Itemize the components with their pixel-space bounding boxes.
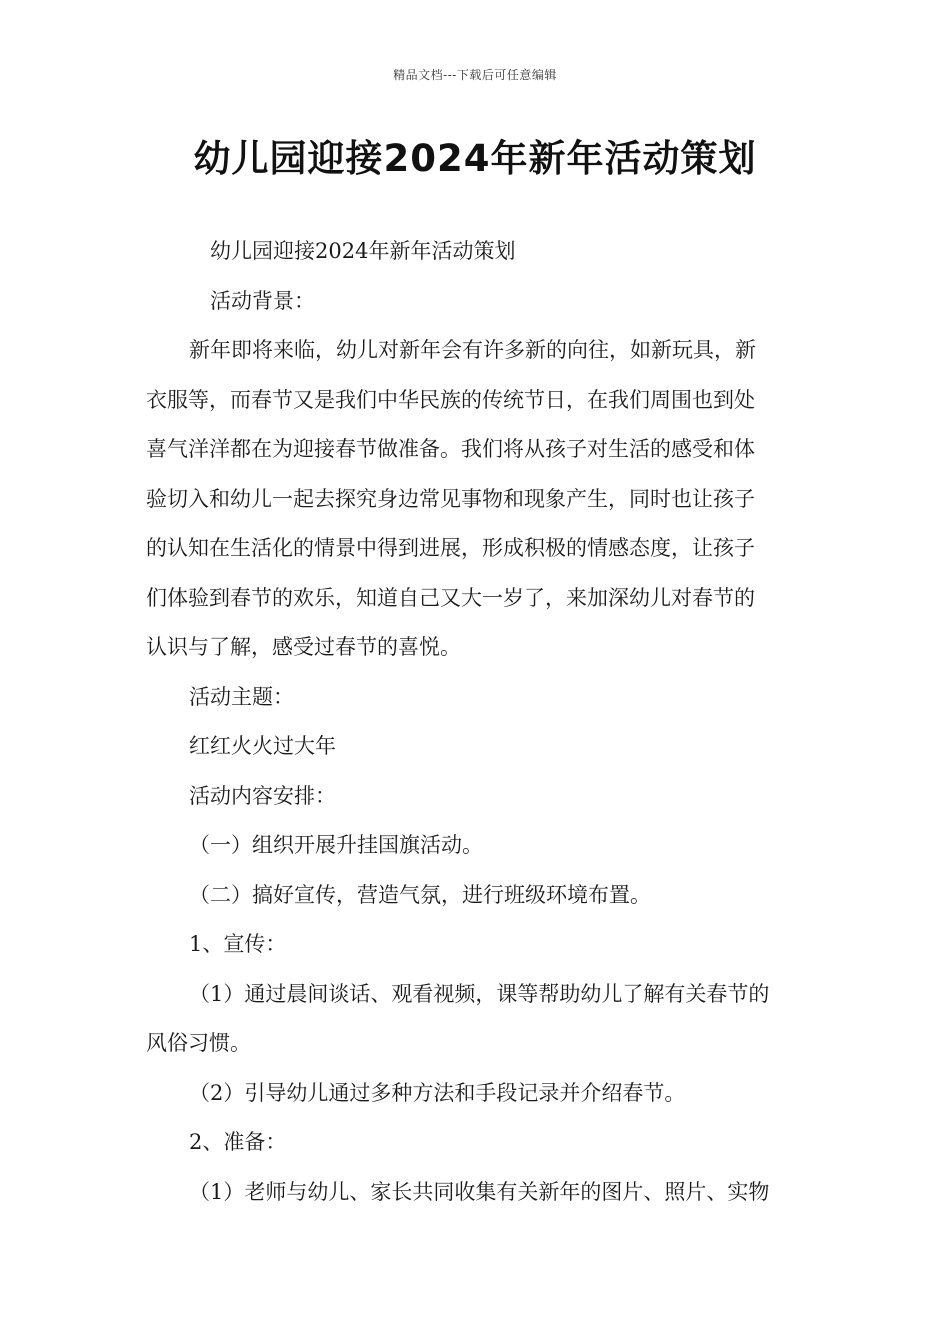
- preparation-item-1: （1）老师与幼儿、家长共同收集有关新年的图片、照片、实物: [189, 1179, 770, 1204]
- sub-heading-preparation: 2、准备：: [189, 1130, 287, 1154]
- background-paragraph: [146, 326, 806, 673]
- publicity-item-1: [146, 970, 806, 1069]
- header-note: 精品文档---下载后可任意编辑: [393, 68, 557, 82]
- paragraph-line: 认识与了解，感受过春节的喜悦。: [146, 635, 461, 659]
- theme-heading: 活动主题：: [189, 684, 294, 709]
- theme-text: 红红火火过大年: [189, 734, 336, 758]
- document-body: [146, 227, 806, 1217]
- document-title: 幼儿园迎接2024年新年活动策划: [193, 137, 757, 180]
- paragraph-line: 们体验到春节的欢乐，知道自己又大一岁了，来加深幼儿对春节的: [146, 585, 755, 610]
- paragraph-line: 验切入和幼儿一起去探究身边常见事物和现象产生，同时也让孩子: [146, 486, 755, 511]
- paragraph-line: 新年即将来临，幼儿对新年会有许多新的向往，如新玩具，新: [189, 338, 756, 362]
- publicity-item-2: （2）引导幼儿通过多种方法和手段记录并介绍春节。: [189, 1080, 686, 1105]
- content-item-2: （二）搞好宣传，营造气氛，进行班级环境布置。: [189, 882, 651, 907]
- paragraph-line: 喜气洋洋都在为迎接春节做准备。我们将从孩子对生活的感受和体: [146, 437, 755, 461]
- paragraph-line: 衣服等，而春节又是我们中华民族的传统节日，在我们周围也到处: [146, 387, 755, 412]
- background-heading: 活动背景：: [210, 288, 315, 313]
- paragraph-line: 的认知在生活化的情景中得到进展，形成积极的情感态度，让孩子: [146, 536, 755, 560]
- content-heading: 活动内容安排：: [189, 783, 336, 808]
- content-item-1: （一）组织开展升挂国旗活动。: [189, 833, 483, 857]
- paragraph-line: 风俗习惯。: [146, 1031, 251, 1055]
- sub-heading-publicity: 1、宣传：: [189, 932, 287, 956]
- paragraph-line: （1）通过晨间谈话、观看视频，课等帮助幼儿了解有关春节的: [189, 981, 770, 1006]
- subtitle: 幼儿园迎接2024年新年活动策划: [210, 239, 516, 263]
